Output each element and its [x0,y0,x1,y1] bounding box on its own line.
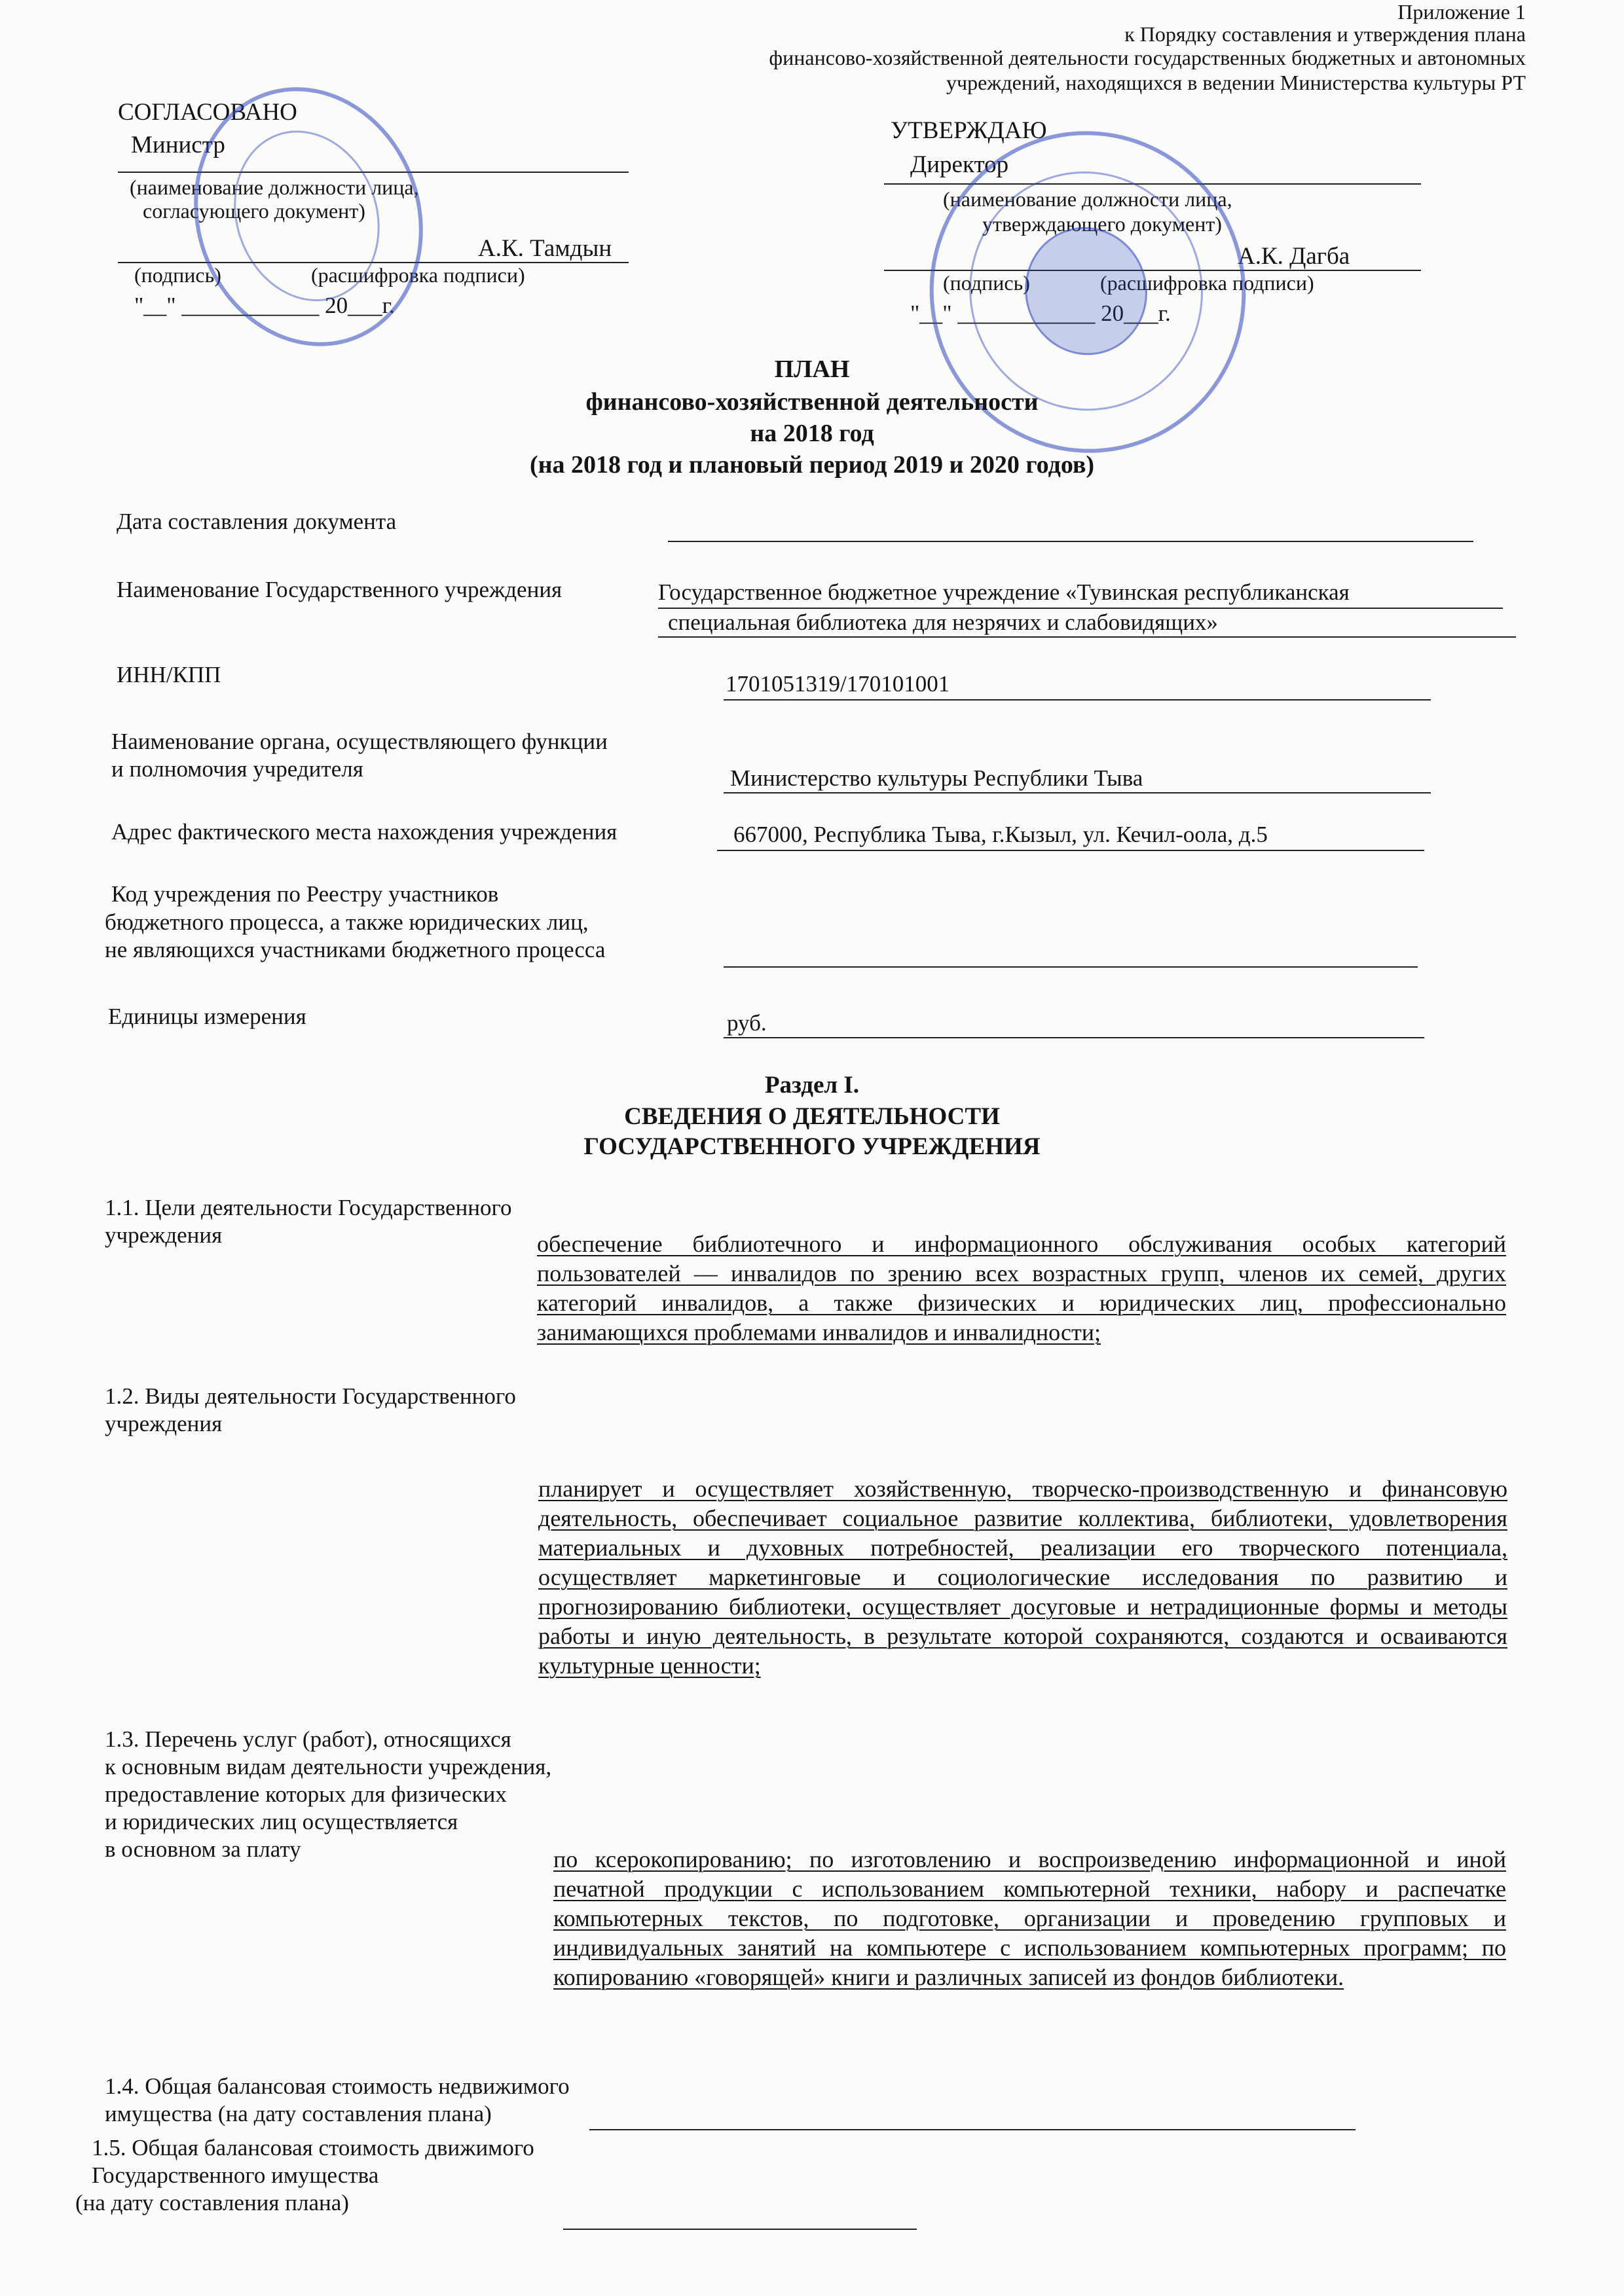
title-line-2: финансово-хозяйственной деятельности [585,388,1039,416]
approved-position-caption-2: утверждающего документ) [982,212,1222,236]
approved-sign-caption: (подпись) [943,271,1030,295]
appendix-line-3: финансово-хозяйственной деятельности государственных бюджетных и автономных [769,46,1526,69]
address-value: 667000, Республика Тыва, г.Кызыл, ул. Кечил-оола, д.5 [733,822,1268,847]
movable-label-3: (на дату составления плана) [75,2190,349,2215]
realty-label-1: 1.4. Общая балансовая стоимость недвижимого [105,2073,570,2099]
address-label: Адрес фактического места нахождения учреждения [111,819,618,845]
approved-position-caption-1: (наименование должности лица, [943,187,1232,211]
title-line-3: на 2018 год [750,420,874,447]
services-label-2: к основным видам деятельности учреждения, [105,1754,552,1779]
registry-label-1: Код учреждения по Реестру участников [111,881,499,907]
activities-text-content: планирует и осуществляет хозяйственную, творческо-производственную и финансовую деятельность, обеспечивает социальное развитие коллектива, библиотеки, удовлетворения материальных и духовных потребностей, реализации его творческого потенциала, осуществляет маркетинговые и социологические исследования по развитию и прогнозированию библиотеки, осуществляет досуговые и нетрадиционные формы и методы работы и иную деятельность, в результате которой сохраняются, создаются и осваиваются культурные ценности; [538,1476,1507,1679]
title-line-1: ПЛАН [774,355,850,383]
services-label-4: и юридических лиц осуществляется [105,1809,458,1834]
services-text-content: по ксерокопированию; по изготовлению и воспроизведению информационной и иной печатной продукции с использованием компьютерной техники, набору и распечатке компьютерных текстов, по подготовке, организации и проведению групповых и индивидуальных занятий на компьютере с использованием компьютерных программ; по копированию «говорящей» книги и различных записей из фондов библиотеки. [553,1846,1506,1990]
movable-label-1: 1.5. Общая балансовая стоимость движимого [92,2135,534,2160]
services-label-1: 1.3. Перечень услуг (работ), относящихся [105,1726,511,1752]
goals-label-2: учреждения [105,1222,223,1248]
inn-value: 1701051319/170101001 [726,671,950,697]
appendix-line-4: учреждений, находящихся в ведении Министерства культуры РТ [946,71,1526,94]
registry-line [724,966,1418,968]
services-label-3: предоставление которых для физических [105,1781,507,1807]
units-value: руб. [727,1010,767,1036]
realty-label-2: имущества (на дату составления плана) [105,2101,492,2126]
approved-decode-caption: (расшифровка подписи) [1100,271,1314,295]
registry-label-2: бюджетного процесса, а также юридических лиц, [105,909,589,935]
founder-line [724,792,1431,793]
section-line-3: ГОСУДАРСТВЕННОГО УЧРЕЖДЕНИЯ [583,1133,1041,1160]
approved-date: "__" ____________ 20___г. [910,301,1171,326]
goals-label-1: 1.1. Цели деятельности Государственного [105,1195,512,1220]
founder-value: Министерство культуры Республики Тыва [730,765,1143,791]
movable-line [563,2229,917,2230]
activities-label-2: учреждения [105,1411,223,1436]
approved-heading: УТВЕРЖДАЮ [891,117,1047,144]
goals-text-content: обеспечение библиотечного и информационного обслуживания особых категорий пользователей — инвалидов по зрению всех возрастных групп, членов их семей, других категорий инвалидов, а также физических и юридических лиц, профессионально занимающихся проблемами инвалидов и инвалидности; [537,1231,1506,1345]
founder-label-2: и полномочия учредителя [111,756,363,782]
ministry-seal-inner-ring [210,110,403,322]
institution-name-label: Наименование Государственного учреждения [117,577,563,602]
activities-label-1: 1.2. Виды деятельности Государственного [105,1383,516,1409]
institution-name-value-1: Государственное бюджетное учреждение «Тувинская республиканская [658,579,1350,605]
title-line-4: (на 2018 год и плановый период 2019 и 2020 годов) [529,451,1095,479]
founder-label-1: Наименование органа, осуществляющего функции [111,729,608,754]
agreed-position-caption-2: согласующего документ) [143,199,365,223]
appendix-line-2: к Порядку составления и утверждения плана [1124,22,1526,46]
units-line [724,1037,1424,1038]
realty-line [589,2129,1356,2130]
movable-label-2: Государственного имущества [92,2162,379,2188]
agreed-sign-caption: (подпись) [134,263,221,287]
agreed-position: Министр [131,132,225,158]
section-line-2: СВЕДЕНИЯ О ДЕЯТЕЛЬНОСТИ [624,1103,1000,1130]
approved-signer: А.К. Дагба [1238,243,1350,270]
section-line-1: Раздел I. [764,1072,860,1099]
agreed-heading: СОГЛАСОВАНО [118,99,297,126]
approved-position: Директор [910,151,1009,178]
date-label: Дата составления документа [117,509,397,534]
inn-line [724,699,1431,701]
agreed-signer: А.К. Тамдын [478,235,612,262]
services-label-5: в основном за плату [105,1836,301,1862]
institution-name-line-2 [658,636,1516,638]
services-text [553,1845,1506,1992]
units-label: Единицы измерения [108,1004,306,1029]
agreed-decode-caption: (расшифровка подписи) [311,263,525,287]
activities-text [538,1474,1507,1681]
agreed-date: "__" ____________ 20___г. [134,293,395,318]
address-line [717,850,1424,851]
institution-name-value-2: специальная библиотека для незрячих и слабовидящих» [668,610,1218,635]
registry-label-3: не являющихся участниками бюджетного процесса [105,937,606,962]
goals-text [537,1230,1506,1347]
date-value-line [668,541,1473,542]
appendix-line-1: Приложение 1 [1397,0,1526,24]
agreed-position-caption-1: (наименование должности лица, [130,175,419,199]
inn-label: ИНН/КПП [117,662,221,687]
